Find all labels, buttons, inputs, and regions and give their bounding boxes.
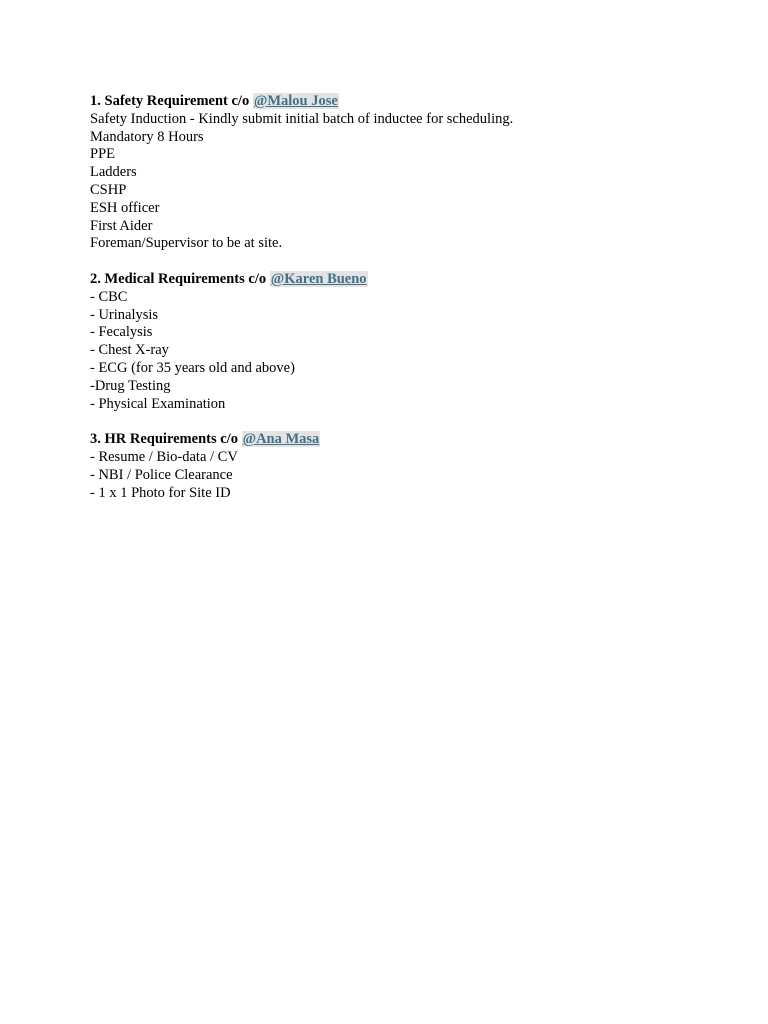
list-item: - Urinalysis xyxy=(90,306,159,323)
section-heading-line xyxy=(90,93,730,111)
list-item: Foreman/Supervisor to be at site. xyxy=(90,235,283,252)
list-item: - Physical Examination xyxy=(90,395,226,412)
list-item: - NBI / Police Clearance xyxy=(90,466,233,483)
list-item: - Fecalysis xyxy=(90,324,153,341)
mention-link[interactable]: @Malou Jose xyxy=(253,93,338,109)
list-item: Safety Induction - Kindly submit initial batch of inductee for scheduling. xyxy=(90,110,514,127)
list-item: - Resume / Bio-data / CV xyxy=(90,448,238,465)
mention-link[interactable]: @Ana Masa xyxy=(242,431,320,448)
list-item: First Aider xyxy=(90,217,153,234)
list-item: CSHP xyxy=(90,181,127,198)
list-item: PPE xyxy=(90,146,115,163)
list-item: - 1 x 1 Photo for Site ID xyxy=(90,484,231,501)
list-item: Ladders xyxy=(90,164,137,181)
medical-requirements-section xyxy=(90,271,730,413)
hr-requirements-section xyxy=(90,431,730,502)
list-item: Mandatory 8 Hours xyxy=(90,128,204,145)
document-body xyxy=(90,93,730,520)
section-heading-line xyxy=(90,271,730,289)
list-item: -Drug Testing xyxy=(90,377,171,394)
list-item: - ECG (for 35 years old and above) xyxy=(90,359,295,376)
mention-link[interactable]: @Karen Bueno xyxy=(270,270,367,287)
list-item: - CBC xyxy=(90,288,128,305)
safety-requirements-section xyxy=(90,93,730,253)
section-heading-line xyxy=(90,431,730,449)
section-heading: 1. Safety Requirement c/o xyxy=(90,93,253,109)
list-item: ESH officer xyxy=(90,199,160,216)
section-heading: 2. Medical Requirements c/o xyxy=(90,270,270,287)
list-item: - Chest X-ray xyxy=(90,342,169,359)
section-heading: 3. HR Requirements c/o xyxy=(90,431,242,448)
